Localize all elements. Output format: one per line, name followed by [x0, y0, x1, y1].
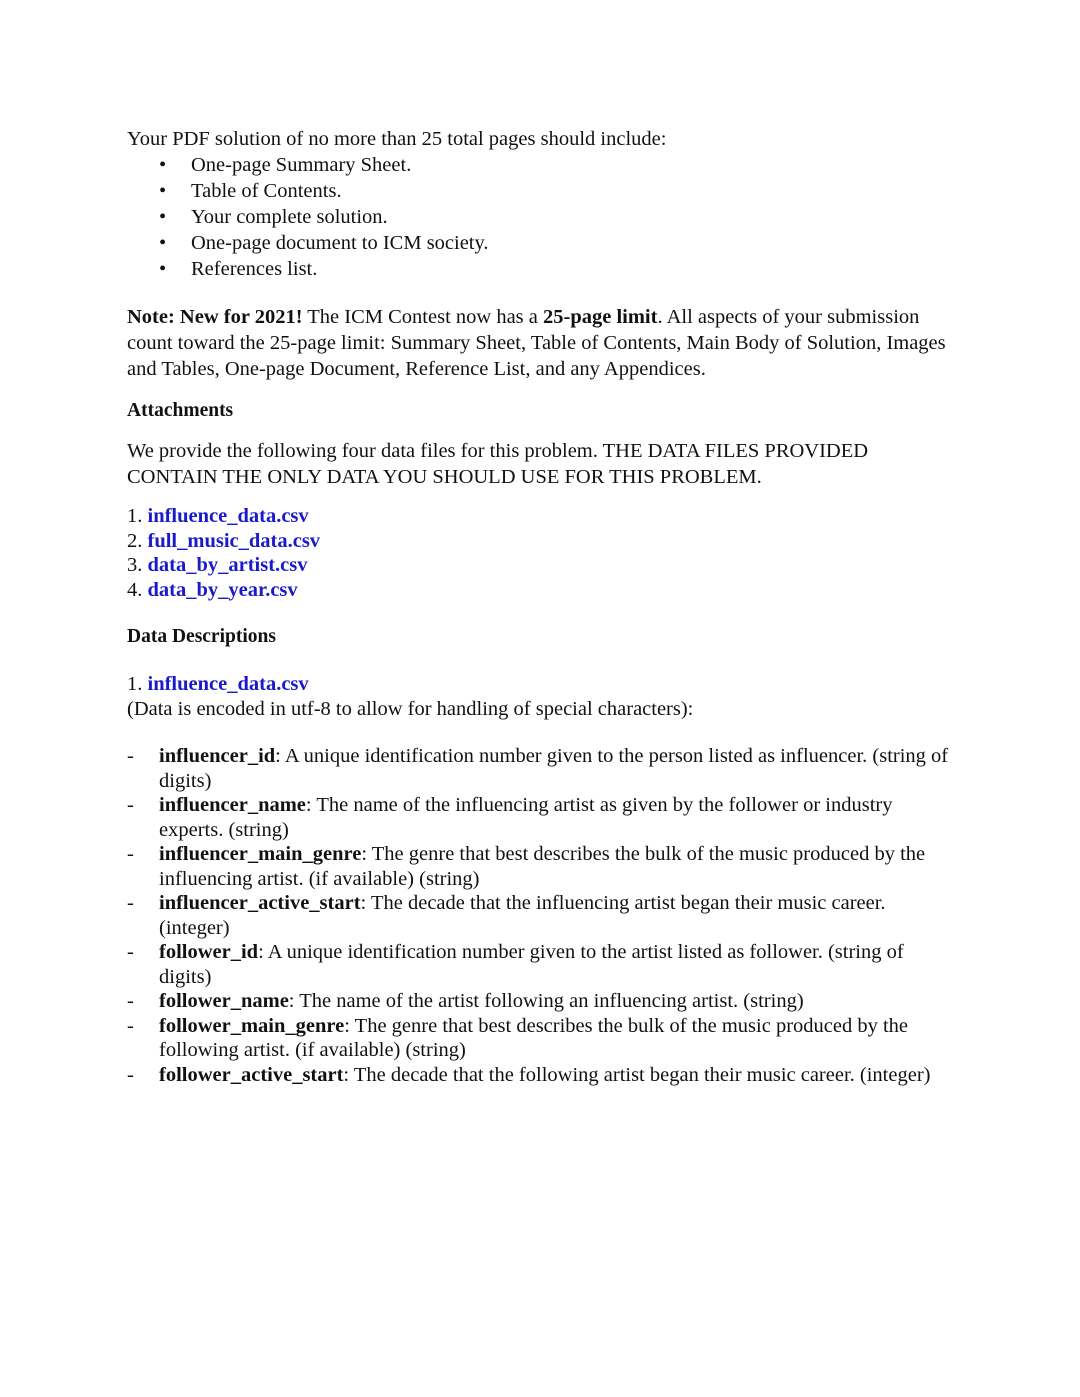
list-item [127, 152, 957, 178]
file-list-item [127, 578, 957, 603]
note-paragraph [127, 304, 957, 382]
file-list-item [127, 504, 957, 529]
field-desc: : The decade that the following artist began their music career. (integer) [343, 1063, 931, 1086]
note-text-before: The ICM Contest now has a [302, 306, 544, 328]
field-name: follower_main_genre [159, 1014, 345, 1037]
note-label: Note: New for 2021! [127, 306, 303, 328]
field-name: influencer_main_genre [159, 843, 362, 865]
field-item [127, 744, 957, 793]
field-item [127, 842, 957, 891]
requirement-text: One-page document to ICM society. [191, 232, 489, 254]
list-item [127, 256, 957, 282]
field-name: follower_name [159, 990, 289, 1012]
file-list-item [127, 553, 957, 578]
field-item [127, 1063, 957, 1088]
bullet-icon: • [159, 232, 167, 254]
field-item [127, 989, 957, 1014]
dash-bullet: - [127, 892, 134, 914]
field-item [127, 940, 957, 989]
file-link-influence-data-desc[interactable]: influence_data.csv [147, 673, 309, 695]
requirement-text: One-page Summary Sheet. [191, 154, 412, 176]
field-desc: : The decade that the influencing artist began their music career. (integer) [159, 892, 886, 939]
bullet-icon: • [159, 206, 167, 228]
file-number: 1. [127, 505, 148, 527]
field-name: influencer_name [159, 794, 306, 816]
dash-bullet: - [127, 843, 134, 865]
document-page [127, 126, 957, 1087]
file-number: 1. [127, 673, 148, 695]
field-desc: : The name of the artist following an influencing artist. (string) [288, 990, 804, 1012]
bullet-icon: • [159, 258, 167, 280]
list-item [127, 204, 957, 230]
file-link-data-by-year[interactable]: data_by_year.csv [147, 578, 298, 601]
note-emphasis: 25-page limit [543, 306, 658, 328]
field-name: follower_active_start [159, 1063, 344, 1086]
file-number: 4. [127, 578, 148, 601]
intro-text: Your PDF solution of no more than 25 total pages should include: [127, 128, 667, 150]
field-name: influencer_active_start [159, 892, 361, 914]
dash-bullet: - [127, 745, 134, 767]
requirements-list [127, 152, 957, 282]
list-item [127, 230, 957, 256]
field-item [127, 891, 957, 940]
field-name: influencer_id [159, 745, 276, 767]
field-item [127, 793, 957, 842]
field-desc: : A unique identification number given to the artist listed as follower. (string of digits) [159, 941, 904, 988]
field-name: follower_id [159, 941, 259, 963]
dash-bullet: - [127, 794, 134, 816]
requirement-text: References list. [191, 258, 318, 280]
field-desc: : A unique identification number given to the person listed as influencer. (string of digits) [159, 745, 949, 792]
descriptions-heading: Data Descriptions [127, 626, 276, 647]
field-desc: : The genre that best describes the bulk of the music produced by the following artist. (if available) (string) [159, 1014, 909, 1061]
description-file-title [127, 672, 957, 697]
list-item [127, 178, 957, 204]
field-item [127, 1014, 957, 1063]
requirement-text: Your complete solution. [191, 206, 388, 228]
file-number: 2. [127, 529, 148, 552]
file-number: 3. [127, 554, 148, 576]
dash-bullet: - [127, 990, 134, 1012]
field-desc: : The genre that best describes the bulk of the music produced by the influencing artist. (if available) (string) [159, 843, 926, 890]
dash-bullet: - [127, 941, 134, 963]
attachments-intro: We provide the following four data files for this problem. THE DATA FILES PROVIDED CONTAIN THE ONLY DATA YOU SHOULD USE FOR THIS PROBLEM. [127, 440, 869, 488]
bullet-icon: • [159, 154, 167, 176]
field-desc: : The name of the influencing artist as given by the follower or industry experts. (string) [159, 794, 893, 841]
bullet-icon: • [159, 180, 167, 202]
attachments-file-list [127, 504, 957, 602]
file-link-data-by-artist[interactable]: data_by_artist.csv [147, 554, 308, 576]
attachments-heading: Attachments [127, 400, 234, 421]
file-link-full-music-data[interactable]: full_music_data.csv [147, 529, 321, 552]
dash-bullet: - [127, 1063, 134, 1086]
file-link-influence-data[interactable]: influence_data.csv [147, 505, 309, 527]
encoding-note: (Data is encoded in utf-8 to allow for handling of special characters): [127, 697, 694, 720]
file-list-item [127, 529, 957, 554]
dash-bullet: - [127, 1014, 134, 1037]
note-text-after: . All aspects of your submission count toward the 25-page limit: Summary Sheet, Table of Contents, Main Body of Solution, Images and Tables, One-page Document, Reference List, and any Appendices. [127, 306, 946, 380]
field-description-list [127, 744, 957, 1087]
requirement-text: Table of Contents. [191, 180, 342, 202]
